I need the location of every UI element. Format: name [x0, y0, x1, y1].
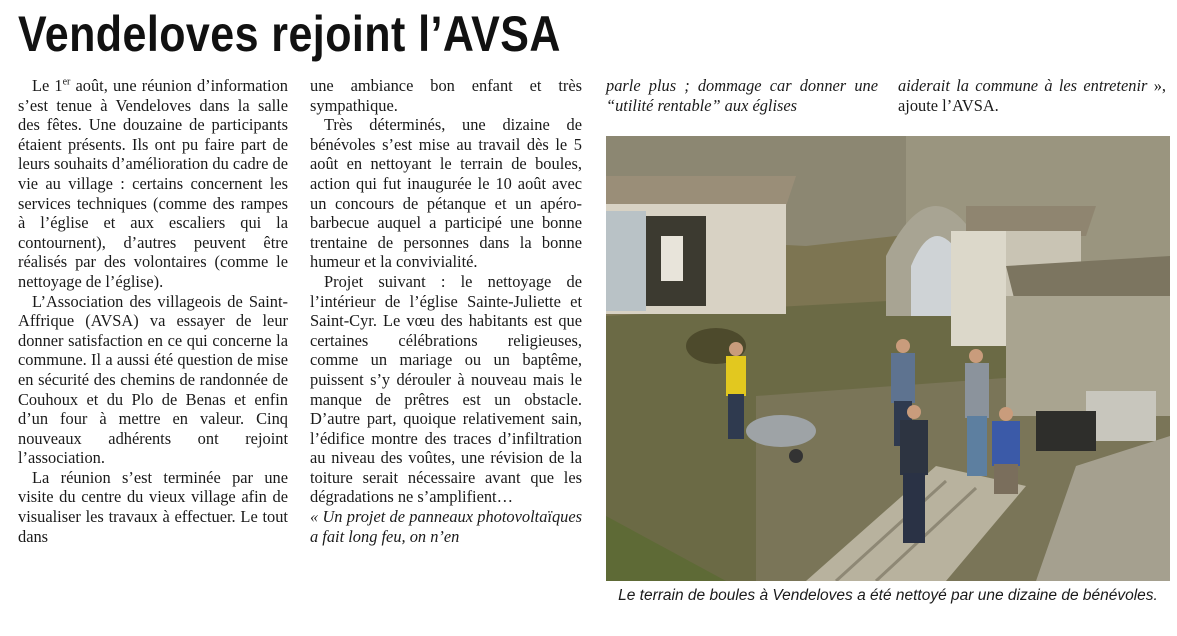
paragraph: une ambiance bon enfant et très sympathique. [310, 76, 582, 115]
paragraph: La réunion s’est terminée par une visite du centre du vieux village afin de visualiser les travaux à effectuer. Le tout dans [18, 467, 288, 546]
article-column-1 [18, 76, 288, 546]
headline: Vendeloves rejoint l’AVSA [18, 6, 561, 62]
article-photo [606, 136, 1170, 581]
photo-caption: Le terrain de boules à Vendeloves a été nettoyé par une dizaine de bénévoles. [618, 587, 1158, 604]
photo-illustration [606, 136, 1170, 581]
paragraph: L’Association des villageois de Saint-Affrique (AVSA) va essayer de leur donner satisfaction en ce qui concerne la commune. Il a aussi été question de mise en sécurité des chemins de randonnée de Couhoux et du Plo de Benas et enfin d’un four à mettre en valeur. Cinq nouveaux adhérents ont rejoint l’association. [18, 291, 288, 468]
paragraph: Projet suivant : le nettoyage de l’intérieur de l’église Sainte-Juliette et Saint-Cyr. Le vœu des habitants est que certaines célébrations religieuses, comme un mariage ou un baptême, puissent s’y dérouler à nouveau mais le manque de prêtres est un obstacle. D’autre part, quoique relativement sain, l’édifice montre des traces d’infiltration au niveau des voûtes, une révision de la toiture serait nécessaire avant que les dégradations ne s’amplifient… [310, 271, 582, 507]
paragraph: Très déterminés, une dizaine de bénévoles s’est mise au travail dès le 5 août en nettoyant le terrain de boules, action qui fut inaugurée le 10 août avec un concours de pétanque et un apéro-barbecue auquel a participé une bonne trentaine de personnes dans la bonne humeur et la convivialité. [310, 115, 582, 272]
article-column-3-top: parle plus ; dommage car donner une “utilité rentable” aux églises [606, 76, 878, 115]
quote-paragraph: « Un projet de panneaux photovoltaïques a fait long feu, on n’en [310, 507, 582, 546]
paragraph: Le 1er août, une réunion d’information s’est tenue à Vendeloves dans la salle des fêtes. Une douzaine de participants étaient présents. Ils ont pu faire part de leurs souhaits d’amélioration du cadre de vie au village : certains concernent les services techniques (comme des rampes à l’église et aux escaliers qui la contournent), d’autres peuvent être réalisés par des volontaires (comme le nettoyage de l’église). [18, 76, 288, 291]
article-column-4-top: aiderait la commune à les entretenir », ajoute l’AVSA. [898, 76, 1166, 115]
article-column-2 [310, 76, 582, 546]
